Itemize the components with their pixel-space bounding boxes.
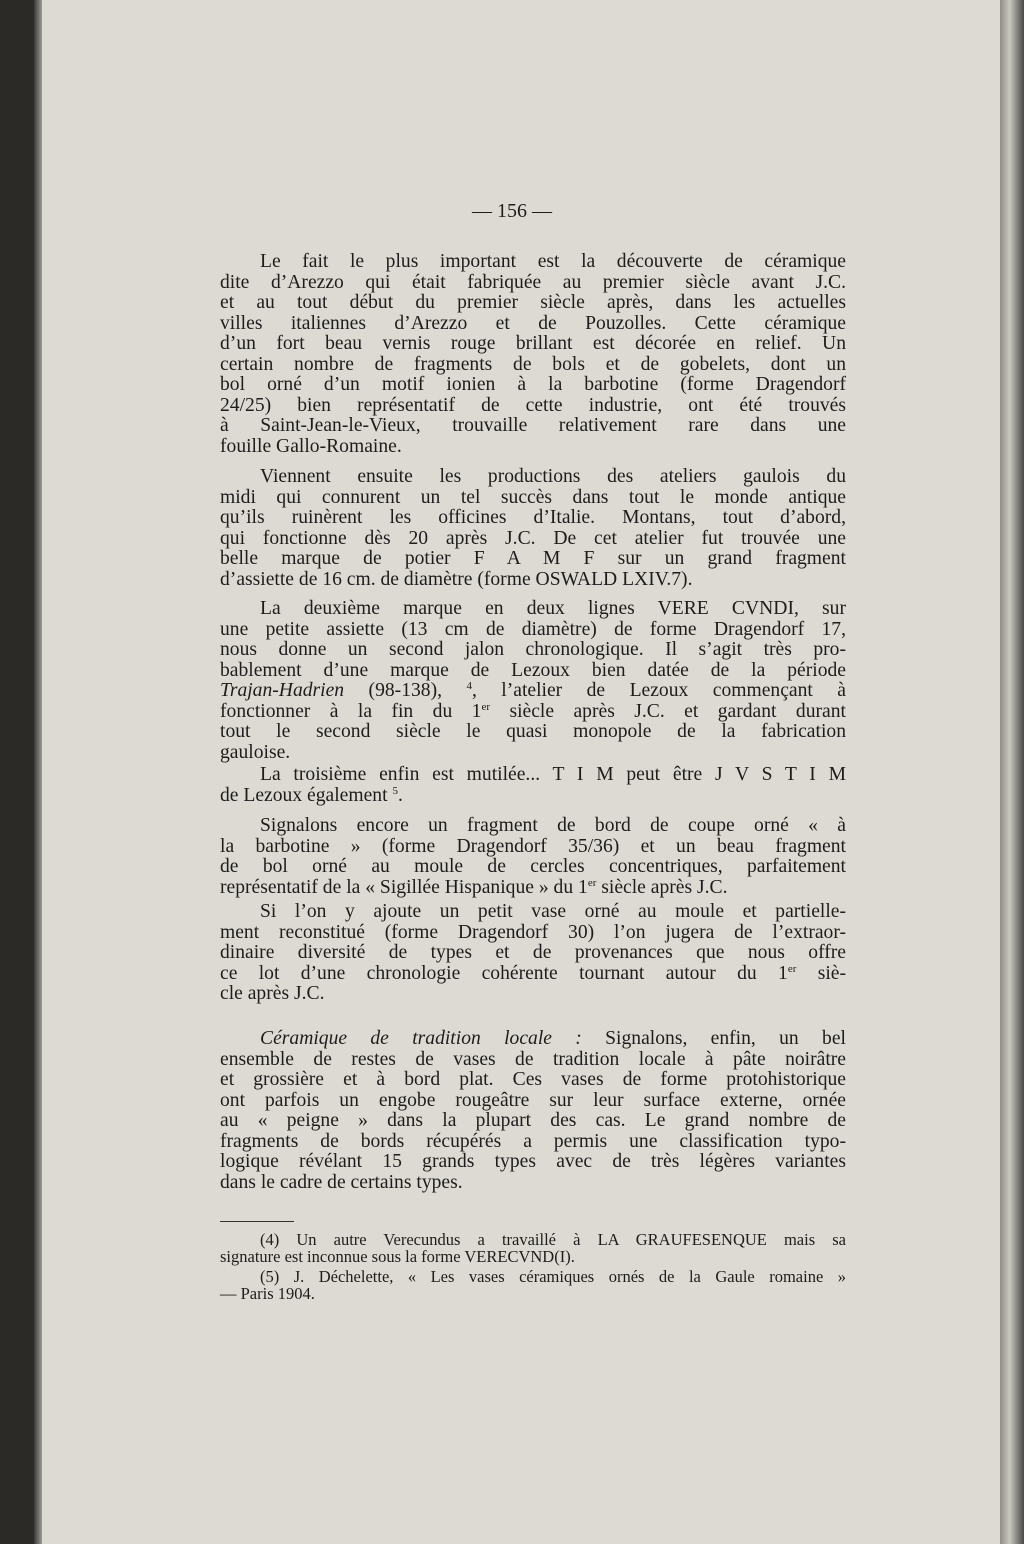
text-line (220, 467, 846, 488)
text-segment: ont parfois un engobe rougeâtre sur leur surface externe, ornée (220, 1089, 846, 1111)
text-segment: fragments de bords récupérés a permis une classification typo- (220, 1130, 846, 1152)
text-segment: (4) Un autre Verecundus a travaillé à LA GRAUFESENQUE mais sa (260, 1230, 846, 1249)
text-segment: d’un fort beau vernis rouge brillant est décorée en relief. Un (220, 333, 846, 354)
text-segment: de bol orné au moule de cercles concentriques, parfaitement (220, 856, 846, 877)
text-segment: midi qui connurent un tel succès dans tout le monde antique (220, 486, 846, 508)
text-segment: dite d’Arezzo qui était fabriquée au premier siècle avant J.C. (220, 271, 846, 293)
text-line (220, 620, 846, 641)
text-line (220, 661, 846, 682)
text-line (220, 1248, 846, 1265)
text-line (220, 1050, 846, 1071)
italic-text: Céramique de tradition locale : (260, 1028, 582, 1049)
paragraph (220, 599, 846, 763)
paragraph (220, 467, 846, 590)
text-segment: belle marque de potier F A M F sur un grand fragment (220, 548, 846, 569)
text-line (220, 1173, 846, 1194)
text-line (220, 1132, 846, 1153)
text-segment: bol orné d’un motif ionien à la barbotine (forme Dragendorf (220, 374, 846, 395)
text-line (220, 375, 846, 396)
text-line (220, 722, 846, 743)
italic-text: Trajan-Hadrien (220, 680, 345, 701)
footnote (220, 1231, 846, 1265)
text-line (220, 1029, 846, 1050)
footnote (220, 1268, 846, 1302)
text-segment: tout le second siècle le quasi monopole de la fabrication (220, 721, 846, 742)
footnote-ref: er (787, 962, 797, 975)
footnote-ref: 4 (466, 680, 472, 692)
paragraph (220, 252, 846, 457)
text-line (220, 681, 846, 702)
text-segment: et au tout début du premier siècle après, dans les actuelles (220, 292, 846, 313)
text-line (220, 1111, 846, 1132)
text-segment: ce lot d’une chronologie cohérente tournant autour du 1 (220, 962, 788, 984)
text-segment: qui fonctionne dès 20 après J.C. De cet atelier fut trouvée une (220, 527, 846, 549)
text-segment: (5) J. Déchelette, « Les vases céramiques ornés de la Gaule romaine » (260, 1267, 846, 1286)
page-edge-right (1000, 0, 1024, 1544)
text-line (220, 273, 846, 294)
footnote-ref: 5 (392, 784, 398, 797)
paragraph (220, 816, 846, 898)
text-segment: au « peigne » dans la plupart des cas. Le grand nombre de (220, 1110, 846, 1131)
text-line (220, 508, 846, 529)
text-segment: (98-138), (344, 680, 467, 701)
text-line (220, 786, 846, 807)
text-segment: ensemble de restes de vases de tradition locale à pâte noirâtre (220, 1048, 846, 1070)
text-segment: dinaire diversité de types et de provenances que nous offre (220, 942, 846, 963)
text-line (220, 416, 846, 437)
text-segment: Viennent ensuite les productions des ateliers gaulois du (260, 466, 846, 487)
text-line (220, 837, 846, 858)
paragraph (220, 765, 846, 806)
text-line (220, 1268, 846, 1285)
footnote-ref: er (587, 876, 597, 889)
text-line (220, 902, 846, 923)
text-line (220, 529, 846, 550)
text-segment: siècle après J.C. et gardant durant (490, 700, 846, 722)
text-line (220, 765, 846, 786)
text-line (220, 293, 846, 314)
text-segment: nous donne un second jalon chronologique. Il s’agit très pro- (220, 639, 846, 660)
text-line (220, 743, 846, 764)
text-segment: villes italiennes d’Arezzo et de Pouzolles. Cette céramique (220, 312, 846, 334)
paragraph (220, 1029, 846, 1193)
text-segment: — Paris 1904. (220, 1284, 315, 1303)
text-line (220, 984, 846, 1005)
text-segment: dans le cadre de certains types. (220, 1171, 463, 1193)
text-segment: et grossière et à bord plat. Ces vases de forme protohistorique (220, 1069, 846, 1090)
text-segment: qu’ils ruinèrent les officines d’Italie. Montans, tout d’abord, (220, 507, 846, 528)
text-segment: de Lezoux également (220, 784, 393, 806)
text-line (220, 1231, 846, 1248)
footnote-ref: er (481, 700, 491, 713)
text-segment: à Saint-Jean-le-Vieux, trouvaille relativement rare dans une (220, 415, 846, 436)
text-line (220, 334, 846, 355)
text-segment: , l’atelier de Lezoux commençant à (471, 680, 846, 701)
text-line (220, 964, 846, 985)
text-segment: représentatif de la « Sigillée Hispanique » du 1 (220, 876, 588, 898)
text-segment: Si l’on y ajoute un petit vase orné au moule et partielle- (260, 901, 846, 922)
text-segment: Signalons, enfin, un bel (581, 1028, 846, 1049)
text-line (220, 640, 846, 661)
text-line (220, 878, 846, 899)
text-line (220, 1152, 846, 1173)
text-segment: La troisième enfin est mutilée... T I M peut être J V S T I M (260, 764, 846, 785)
text-segment: siè- (796, 962, 846, 984)
page-number: — 156 — (472, 200, 552, 222)
text-line (220, 488, 846, 509)
text-line (220, 923, 846, 944)
text-line (220, 1091, 846, 1112)
text-line (220, 1070, 846, 1091)
text-line (220, 599, 846, 620)
text-segment: . (397, 784, 403, 806)
text-segment: une petite assiette (13 cm de diamètre) de forme Dragendorf 17, (220, 618, 846, 640)
text-line (220, 1285, 846, 1302)
text-line (220, 943, 846, 964)
text-line (220, 570, 846, 591)
footnote-separator (220, 1221, 294, 1222)
text-segment: ment reconstitué (forme Dragendorf 30) l’on jugera de l’extraor- (220, 921, 846, 943)
text-line (220, 857, 846, 878)
text-segment: d’assiette de 16 cm. de diamètre (forme OSWALD LXIV.7). (220, 568, 693, 590)
text-segment: siècle après J.C. (596, 876, 728, 898)
text-line (220, 252, 846, 273)
text-segment: certain nombre de fragments de bols et de gobelets, dont un (220, 353, 846, 375)
text-segment: Signalons encore un fragment de bord de coupe orné « à (260, 815, 846, 836)
text-segment: La deuxième marque en deux lignes VERE CVNDI, sur (260, 598, 846, 619)
text-line (220, 702, 846, 723)
text-line (220, 355, 846, 376)
text-segment: la barbotine » (forme Dragendorf 35/36) et un beau fragment (220, 835, 846, 857)
text-segment: bablement d’une marque de Lezoux bien datée de la période (220, 659, 846, 681)
text-line (220, 437, 846, 458)
text-segment: signature est inconnue sous la forme VERECVND(I). (220, 1247, 575, 1266)
text-segment: gauloise. (220, 741, 291, 763)
page-edge-left (34, 0, 42, 1544)
text-segment: cle après J.C. (220, 983, 325, 1004)
text-segment: fonctionner à la fin du 1 (220, 700, 482, 722)
text-line (220, 396, 846, 417)
text-line (220, 549, 846, 570)
paragraph (220, 902, 846, 1005)
text-segment: Le fait le plus important est la découverte de céramique (260, 251, 846, 272)
text-line (220, 314, 846, 335)
text-segment: 24/25) bien représentatif de cette industrie, ont été trouvés (220, 394, 846, 416)
text-segment: fouille Gallo-Romaine. (220, 435, 402, 457)
text-segment: logique révélant 15 grands types avec de très légères variantes (220, 1151, 846, 1172)
text-line (220, 816, 846, 837)
